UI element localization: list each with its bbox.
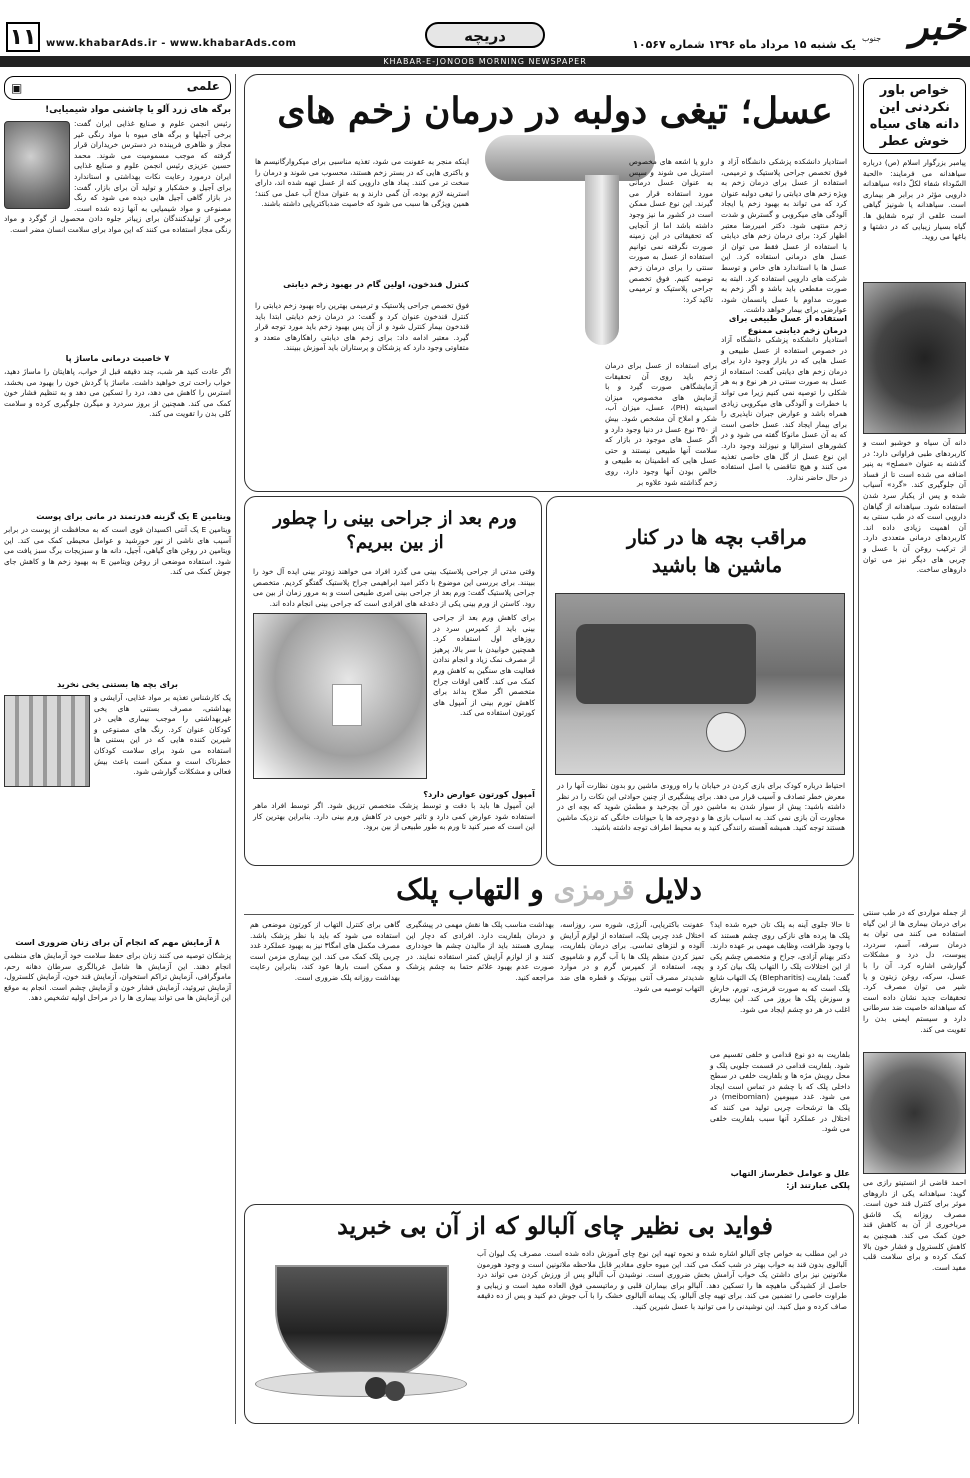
story-swelling-end: این آمپول ها باید با دقت و توسط پزشک متخصص تزریق شود. اگر توسط افراد ماهر استفاده شود عوارض کمی دارد و تاثیر خوبی در کاهش ورم بینی دارد. بنابراین بهترین کار این است که صبر کنید تا ورم به طور طبیعی از بین برود. [253, 801, 535, 832]
story-children [546, 496, 854, 866]
black-seed-photo-2 [863, 1052, 966, 1174]
story-tea-text: در این مطلب به خواص چای آلبالو اشاره شده و نحوه تهیه این نوع چای آموزش داده شده است. مصرف یک لیوان آب آلبالوی بدون قند به خواب بهتر در شب کمک می کند. این میوه حاوی مقادیر قابل ملاحظه ملاتونین است و وجود هورمون ملاتونین نیز برای داشتن یک خواب آرامش بخش ضروری است. نوشیدن آب آلبالو پس از ورزش کردن می تواند درد حاصل از کشیدگی ماهیچه ها را تسکین دهد. آلبالو برای بیماران قلبی و رماتیسمی فوق العاده مفید است و زیبایی و طراوت خاصی را تضمین می کند. برای تهیه چای آلبالو، یک پیمانه آلبالوی خشک را با آب جوش دم کنید و پس از ده دقیقه صاف کرده و میل کنید. این نوشیدنی را می توانید با عسل شیرین کنید. [477, 1249, 847, 1311]
ice-cream-photo [4, 695, 90, 787]
left-column [4, 74, 236, 1424]
main-subhead-2: کنترل قندخون، اولین گام در بهبود زخم دیابتی [283, 279, 469, 289]
story-eyelid [244, 870, 854, 1200]
story-swelling-intro: وقتی مدتی از جراحی پلاستیک بینی می گذرد افراد می خواهند زودتر بینی ایده آل خود را ببینند. برای بررسی این موضوع با دکتر امید ابراهیمی جراح پلاستیک گفتگو کردیم. متخصص جراحی پلاستیک گفت: ورم بعد از جراحی بینی امری طبیعی است و به مرور زمان از بین می رود. کاستن از ورم بینی یکی از دغدغه های افرادی است که جراحی بینی انجام داده اند. [253, 567, 535, 608]
main-col-1: استادیار دانشکده پزشکی دانشگاه آزاد و فوق تخصص جراحی پلاستیک و ترمیمی، استفاده از عسل برای درمان زخم به ویژه زخم های دیابتی را تیغی دولبه عنوان کرد که می تواند به بهبود زخم یا ایجاد آلودگی های میکروبی و گسترش و شدت زخم منتهی شود. دکتر امیررضا معتبر اظهار کرد: برای درمان زخم های دیابتی با استفاده از عسل فقط می توان از عسل های درمانی استفاده کرد. این عسل ها با استاندارد های خاص و توسط شرکت های دارویی استفاده کرد. البته به صورت مقطعی باید باشد و اگر زخم به صورت مداوم با عسل پانسمان شود، عوارضی برای بیمار خواهد داشت. [721, 157, 847, 315]
logo-text: خبر [910, 3, 966, 48]
main-col-4: برای استفاده از عسل برای درمان زخم باید روی آن تحقیقات آزمایشگاهی صورت گیرد و با آزمایش های مخصوص، میزان اسیدیته (PH)، عسل، میزان آب، شکر و املاح آن مشخص شود. بیش از ۳۵۰ نوع عسل در دنیا وجود دارد و اگر عسل های موجود در بازار که سلامت آنها طبیعی نیستند و حتی عسل هایی که اطمینان به طبیعی و خالص بودن آنها وجود دارد، روی زخم گذاشته شود علاوه بر [605, 361, 717, 487]
sidebar-text-4: احمد قاضی از انستیتو رازی می گوید: سیاهدانه یکی از داروهای موثر برای کنترل قند خون است. مصرف روزانه یک قاشق مرباخوری از آن به کاهش قند خون کمک می کند. همچنین به کاهش کلسترول و فشار خون بالا کمک کرده و برای سلامت قلب مفید است. [863, 1178, 966, 1272]
story-swelling-body: برای کاهش ورم بعد از جراحی بینی باید از کمپرس سرد در روزهای اول استفاده کرد. همچنین خوابیدن با سر بالا، پرهیز از مصرف نمک زیاد و انجام ندادن فعالیت های سنگین به کاهش ورم کمک می کند. گاهی اوقات جراح متخصص اگر صلاح بداند برای کاهش تورم بینی از آمپول های کورتون استفاده می کند. [433, 613, 535, 718]
headline-foot-massage: ۷ خاصیت درمانی ماساژ پا [65, 353, 170, 363]
eyelid-col-3: بهداشت مناسب پلک ها نقش مهمی در پیشگیری و درمان بلفاریت دارد. افرادی که دچار این بیماری هستند باید از مالیدن چشم ها خودداری کنند و از لوازم آرایش کمتر استفاده نمایند. در صورت عدم بهبود علائم حتما به چشم پزشک مراجعه کنید. [406, 920, 554, 982]
section-label [4, 76, 231, 100]
newspaper-logo [858, 4, 966, 54]
women-tests-text: پزشکان توصیه می کنند زنان برای حفظ سلامت خود آزمایش های منظمی انجام دهند. این آزمایش ها شامل غربالگری سرطان دهانه رحم، ماموگرافی، آزمایش تراکم استخوان، آزمایش قند خون، آزمایش کلسترول، آزمایش تیروئید، آزمایش فشار خون و آزمایش چشم است. انجام به موقع این آزمایش ها می تواند بیماری ها را در مراحل اولیه تشخیص دهد. [4, 951, 231, 1003]
story-tea-title: فواید بی نظیر چای آلبالو که از آن بی خبرید [337, 1211, 773, 1240]
website-link[interactable]: www.khabarAds.ir - www.khabarAds.com [46, 38, 297, 49]
eyelid-col-4: گاهی برای کنترل التهاب از کورتون موضعی هم استفاده می شود که باید با نظر پزشک باشد. مصرف مکمل های امگا۳ نیز به بهبود عملکرد غدد چربی پلک کمک می کند. این بیماری مزمن است و ممکن است بارها عود کند، بنابراین رعایت بهداشت روزانه پلک ضروری است. [250, 920, 400, 982]
right-sidebar [858, 74, 966, 1424]
headline-women-tests: ۸ آزمایش مهم که انجام آن برای زنان ضروری است [15, 937, 220, 947]
section-label-text: علمی [186, 79, 220, 93]
story-swelling [244, 496, 542, 866]
eyelid-title-rule [244, 914, 854, 915]
section-title: دریچه [425, 22, 545, 48]
eyelid-col-1b: بلفاریت به دو نوع قدامی و خلفی تقسیم می شود. بلفاریت قدامی در قسمت جلویی پلک و محل رویش مژه ها و بلفاریت خلفی در سطح داخلی پلک که با چشم در تماس است ایجاد می شود. غدد میبومین (meibomian) در پلک ها ترشحات چربی تولید می کنند که اختلال در عملکرد آنها سبب بلفاریت خلفی می شود. [710, 1050, 850, 1134]
page-number: ۱۱ [6, 22, 40, 52]
story-children-title: مراقب بچه ها در کنار ماشین ها باشید [626, 525, 808, 577]
car-child-photo [555, 593, 845, 775]
eyelid-subhead: علل و عوامل خطرساز التهاب پلکی عبارتند از: [730, 1168, 850, 1190]
honey-dipper-illustration [475, 135, 655, 355]
apricot-photo [4, 121, 70, 209]
headline-vitamin-e: ویتامین E یک گزینه قدرتمند در مانی برای پوست [36, 511, 231, 521]
main-col-2: استادیار دانشکده پزشکی دانشگاه آزاد در خصوص استفاده از عسل طبیعی و عسل هایی که در بازار وجود دارد برای درمان زخم های دیابتی گفت: استفاده از عسل به صورت سنتی در هر نوع و به هر شکلی را توصیه نمی کنیم زیرا می تواند با خطرات و آلودگی های میکروبی زیادی همراه باشد و عوارض جبران ناپذیری را برای بیمار ایجاد کند. عسل خاصی است که به آن عسل مانوکا گفته می شود و در کشورهای استرالیا و نیوزلند وجود دارد. این نوع عسل از گل های خاصی تغذیه می کنند و هیچ تناقضی با اصل استفاده در حال حاضر ندارد. [721, 335, 847, 482]
main-subhead-1: استفاده از عسل طبیعی برای درمان زخم دیابتی ممنوع [728, 313, 847, 335]
sidebar-text-1: پیامبر بزرگوار اسلام (ص) درباره سیاهدانه می فرمایند: «الحبة السّوداء شفاء لکلّ داء» سیاهدانه دارویی مؤثر در برابر هر بیماری است. سیاهدانه یا شونیز گیاهی است علفی از تیره شقایق ها. گیاه بسیار زیبایی که در دشتها و باغها می روید. [863, 158, 966, 242]
main-col-5: اینکه منجر به عفونت می شود، تغذیه مناسبی برای میکروارگانیسم ها و باکتری هایی که در بستر زخم هستند، محسوب می شوند و درمان را سخت تر می کنند. پماد های دارویی کنه از عسل تهیه شده اند، دارای استرینه لازم بوده، آن گمی دارند و به عنوان مداخ آب عمل می کنند؛ همین ویژگی ها سبب می شود که خاصیت ضدباکتریایی داشته باشند. [255, 157, 469, 209]
main-col-6: فوق تخصص جراحی پلاستیک و ترمیمی بهترین راه بهبود زخم دیابتی را کنترل قندخون عنوان کرد و گفت: در درمان زخم دیابتی ابتدا باید قندخون بیمار کنترل شود و از آن پس بهبود زخم باید مورد توجه قرار گیرد. معتبر ادامه داد: برای زخم های دیابتی راهکارهای متعدد و متفاوتی وجود دارد که پزشکان و پرستاران باید آموزش ببینند. [255, 301, 469, 353]
main-story [244, 74, 854, 492]
sidebar-text-2: دانه آن سیاه و خوشبو است و کاربردهای طبی فراوانی دارد؛ در گذشته به عنوان «مصلح» به پنیر اضافه می شده است تا از فساد آن جلوگیری کند. «گرد» آسیاب شده و پس از یکبار سرد شدن استفاده شود. سیاهدانه از گیاهان دارویی است که در طب سنتی به آن اهمیت زیادی داده اند. کاربردهای درمانی متعددی دارد. از ترکیب روغن آن با عسل و چربی های دیگر نیز می توان داروهای ساخت. [863, 438, 966, 575]
vitamin-e-text: ویتامین E یک آنتی اکسیدان قوی است که به محافظت از پوست در برابر آسیب های ناشی از نور خورشید و عوامل محیطی کمک می کند. این ویتامین در روغن های گیاهی، آجیل، دانه ها و سبزیجات برگ سبز یافت می شود. استفاده موضعی از روغن ویتامین E به بهبود زخم ها و کاهش جای جوش کمک می کند. [4, 525, 231, 577]
black-seed-photo-1 [863, 282, 966, 434]
logo-subtext: جنوب [862, 34, 882, 43]
ice-cream-text: یک کارشناس تغذیه بر مواد غذایی، آرایشی و بهداشتی، مصرف بستنی های یخی غیربهداشتی را موجب بیماری هایی در کودکان عنوان کرد. رنگ های مصنوعی و شیرین کننده هایی که در این بستنی ها استفاده می شود برای سلامت کودکان خطرناک است و ممکن است باعث بیش فعالی و مشکلات گوارشی شود. [94, 693, 231, 777]
story-eyelid-title [324, 870, 774, 910]
sidebar-text-3: از جمله مواردی که در طب سنتی برای درمان بیماری ها از این گیاه استفاده می کنند می توان به درمان سرفه، آسم، سردرد، یبوست، دل درد و مشکلات گوارشی اشاره کرد. آن را با عسل، سرکه، روغن زیتون و یا شیر می توان مصرف کرد. تحقیقات جدید نشان داده است که سیاهدانه خاصیت ضد سرطانی دارد و سیستم ایمنی بدن را تقویت می کند. [863, 908, 966, 1034]
eyelid-col-2: عفونت باکتریایی، آلرژی، شوره سر، روزاسه، اختلال غدد چربی پلک، استفاده از لوازم آرایش آلوده و لنزهای تماسی. برای درمان بلفاریت، تمیز کردن منظم پلک ها با آب گرم و شامپوی بچه، استفاده از کمپرس گرم و در موارد شدیدتر مصرف آنتی بیوتیک و قطره های ضد التهاب توصیه می شود. [560, 920, 704, 993]
story-children-text: احتیاط درباره کودک برای بازی کردن در خیابان یا راه ورودی ماشین رو بدون نظارت آنها را در معرض خطر تصادف و آسیب قرار می دهد. برای پیشگیری از چنین حوادثی این نکات را در نظر داشته باشید: پیش از سوار شدن به ماشین دور آن بچرخید و مطمئن شوید که بچه ای در مجاورت آن بازی نمی کند. به اسباب بازی ها و دوچرخه ها یا حیوانات خانگی که نزدیک ماشین هستند توجه کنید. همیشه آهسته رانندگی کنید و به محیط اطراف توجه داشته باشید. [557, 781, 845, 833]
story-swelling-subhead: آمپول کورتون عوارض دارد؟ [423, 789, 535, 799]
story-tea [244, 1204, 854, 1424]
sidebar-title: خواص باور نکردنی این دانه های سیاه خوش عطر [863, 78, 966, 154]
story-swelling-title: ورم بعد از جراحی بینی را چطور از بین ببریم؟ [273, 508, 517, 553]
issue-date: یک شنبه ۱۵ مرداد ماه ۱۳۹۶ شماره ۱۰۵۶۷ [632, 38, 856, 51]
nose-bandage-photo [253, 613, 427, 779]
page-header [0, 0, 970, 70]
story-eyelid-title-highlight: قرمزی [553, 873, 635, 906]
eyelid-col-1: تا حالا جلوی آینه به پلک تان خیره شده اید؟ پلک ها پرده های نازکی روی چشم هستند که با وجود ظرافت، وظایف مهمی بر عهده دارند. دکتر بهنام آزادی، جراح و متخصص چشم یکی از این اختلالات پلک را التهاب پلک بیان کرد و گفت: بلفاریت (Blepharitis) یک التهاب شایع پلک است که به صورت قرمزی، تورم، خارش و سوزش پلک ها بروز می کند. این بیماری اغلب در هر دو چشم ایجاد می شود. [710, 920, 850, 1014]
tea-cup-photo [255, 1245, 471, 1421]
apricot-text: رئیس انجمن علوم و صنایع غذایی ایران گفت: برخی آجیلها و برگه های میوه با مواد رنگی غیر مجاز و ظاهری فریبنده در دسترس خریداران قرار گرفته که موجب مسمومیت می شوند. محمد حسین عزیزی رئیس انجمن علوم و صنایع غذایی ایران درمورد رعایت نکات بهداشتی و استاندارد برای آجیل و خشکبار و تولید آن برای بازار، گفت: در بازار گاهی آجیل هایی دیده می شود که رنگ مصنوعی و مواد شیمیایی به آنها زده شده است. برخی از تولیدکنندگان برای زیباتر جلوه دادن محصول از گوگرد و مواد رنگی مجاز استفاده می کنند که این مواد برای سلامت انسان مضر است. [4, 119, 231, 234]
story-eyelid-title-text: دلایل قرمزی و التهاب پلک [396, 873, 702, 906]
headline-ice-cream: برای بچه ها بستنی یخی نخرید [57, 679, 178, 689]
main-story-title: عسل؛ تیغی دولبه در درمان زخم های [277, 90, 833, 132]
banner-strip: KHABAR-E-JONOOB MORNING NEWSPAPER [0, 56, 970, 67]
foot-massage-text: اگر عادت کنید هر شب، چند دقیقه قبل از خواب، پاهایتان را ماساژ دهید، خواب راحت تری خواهید داشت. ماساژ پا گردش خون را بهبود می بخشد، استرس را کاهش می دهد، درد را تسکین می دهد و به تنظیم فشار خون کمک می کند. همچنین از بروز سردرد و میگرن جلوگیری کرده و سلامت کلی بدن را تقویت می کند. [4, 367, 231, 419]
headline-apricot: برگه های زرد آلو یا چاشنی مواد شیمیایی! [45, 105, 231, 115]
book-icon: ▣ [11, 81, 23, 95]
main-col-3: دارو یا اشعه های مخصوص استریل می شوند و سپس به عنوان عسل درمانی مورد استفاده قرار می گیرند. این نوع عسل ممکن است در کشور ما نیز وجود داشته باشد اما از آنجایی که تحقیقاتی در این زمینه صورت نگرفته نمی توانیم استفاده از عسل به صورت سنتی را برای درمان زخم توصیه کنیم. فوق تخصص جراحی پلاستیک و ترمیمی تاکید کرد: [629, 157, 713, 304]
